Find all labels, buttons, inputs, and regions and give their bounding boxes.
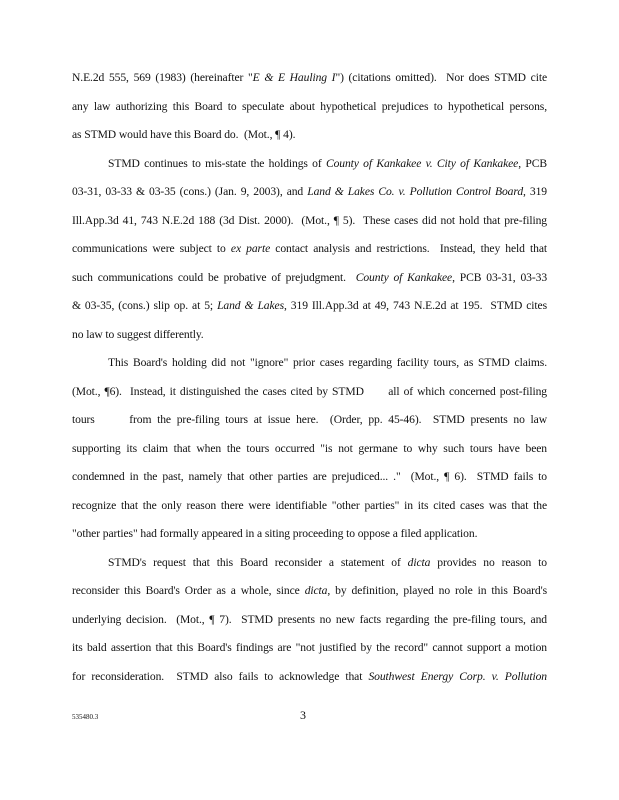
italic-citation: Land & Lakes Co. v. Pollution Control Board <box>307 185 524 198</box>
italic-citation: County of Kankakee v. City of Kankakee <box>325 157 519 170</box>
text-segment: (Mot., ¶6). Instead, it distinguished the cases cited by STMD all of which concerned post-filing <box>72 385 547 398</box>
text-line <box>72 613 547 627</box>
text-segment: tours from the pre-filing tours at issue here. (Order, pp. 45-46). STMD presents no law <box>72 413 547 426</box>
text-segment: supporting its claim that when the tours occurred "is not germane to why such tours have been <box>72 442 547 455</box>
text-line <box>108 157 547 171</box>
text-segment: Ill.App.3d 41, 743 N.E.2d 188 (3d Dist. 2000). (Mot., ¶ 5). These cases did not hold that pre-filing <box>72 214 547 227</box>
text-segment: no law to suggest differently. <box>72 328 204 341</box>
italic-citation: Land & Lakes <box>217 299 284 312</box>
text-segment: , 319 <box>523 185 547 198</box>
text-line <box>72 128 547 142</box>
italic-citation: ex parte <box>230 242 271 255</box>
text-line <box>72 214 547 228</box>
text-segment: "other parties" had formally appeared in a siting proceeding to oppose a filed application. <box>72 527 478 540</box>
text-line <box>72 71 547 85</box>
text-segment: recognize that the only reason there were identifiable "other parties" in its cited cases was that the <box>72 499 547 512</box>
text-line <box>72 527 547 541</box>
text-segment: , PCB <box>518 157 547 170</box>
text-segment: STMD's request that this Board reconsider a statement of <box>108 556 408 569</box>
text-line <box>108 356 547 370</box>
text-line <box>72 299 547 313</box>
text-line <box>72 584 547 598</box>
italic-citation: Southwest Energy Corp. v. Pollution <box>368 670 547 683</box>
italic-citation: E & E Hauling I <box>252 71 336 84</box>
text-segment: its bald assertion that this Board's findings are "not justified by the record" cannot support a motion <box>72 641 547 654</box>
text-line <box>72 271 547 285</box>
text-segment: such communications could be probative of prejudgment. <box>72 271 356 284</box>
text-segment: 03-31, 03-33 & 03-35 (cons.) (Jan. 9, 2003), and <box>72 185 308 198</box>
text-line <box>72 470 547 484</box>
text-segment: This Board's holding did not "ignore" prior cases regarding facility tours, as STMD claims. <box>108 356 547 369</box>
text-line <box>72 499 547 513</box>
italic-citation: dicta <box>407 556 431 569</box>
text-line <box>72 328 547 342</box>
text-line <box>72 100 547 114</box>
text-line <box>72 670 547 684</box>
text-segment: , by definition, played no role in this Board's <box>327 584 547 597</box>
text-line <box>72 641 547 655</box>
text-segment: ") (citations omitted). Nor does STMD cite <box>335 71 547 84</box>
text-segment: N.E.2d 555, 569 (1983) (hereinafter " <box>72 71 253 84</box>
text-line <box>72 242 547 256</box>
text-line <box>72 185 547 199</box>
italic-citation: County of Kankakee <box>355 271 453 284</box>
text-segment: , 319 Ill.App.3d at 49, 743 N.E.2d at 195. STMD cites <box>284 299 547 312</box>
text-segment: underlying decision. (Mot., ¶ 7). STMD presents no new facts regarding the pre-filing tours, and <box>72 613 547 626</box>
text-line <box>72 413 547 427</box>
text-segment: as STMD would have this Board do. (Mot., ¶ 4). <box>72 128 296 141</box>
text-line <box>72 385 547 399</box>
text-line <box>72 442 547 456</box>
text-segment: STMD continues to mis-state the holdings of <box>108 157 326 170</box>
text-segment: contact analysis and restrictions. Instead, they held that <box>270 242 547 255</box>
text-segment: condemned in the past, namely that other parties are prejudiced... ." (Mot., ¶ 6). STMD fails to <box>72 470 547 483</box>
text-segment: reconsider this Board's Order as a whole, since <box>72 584 305 597</box>
page-number: 3 <box>300 708 306 722</box>
italic-citation: dicta <box>304 584 328 597</box>
text-segment: , PCB 03-31, 03-33 <box>452 271 548 284</box>
text-segment: for reconsideration. STMD also fails to acknowledge that <box>72 670 369 683</box>
text-segment: & 03-35, (cons.) slip op. at 5; <box>72 299 218 312</box>
text-segment: provides no reason to <box>430 556 547 569</box>
text-segment: communications were subject to <box>72 242 231 255</box>
text-line <box>108 556 547 570</box>
footer-document-id: 535480.3 <box>72 713 99 721</box>
text-segment: any law authorizing this Board to speculate about hypothetical prejudices to hypothetical persons, <box>72 100 547 113</box>
